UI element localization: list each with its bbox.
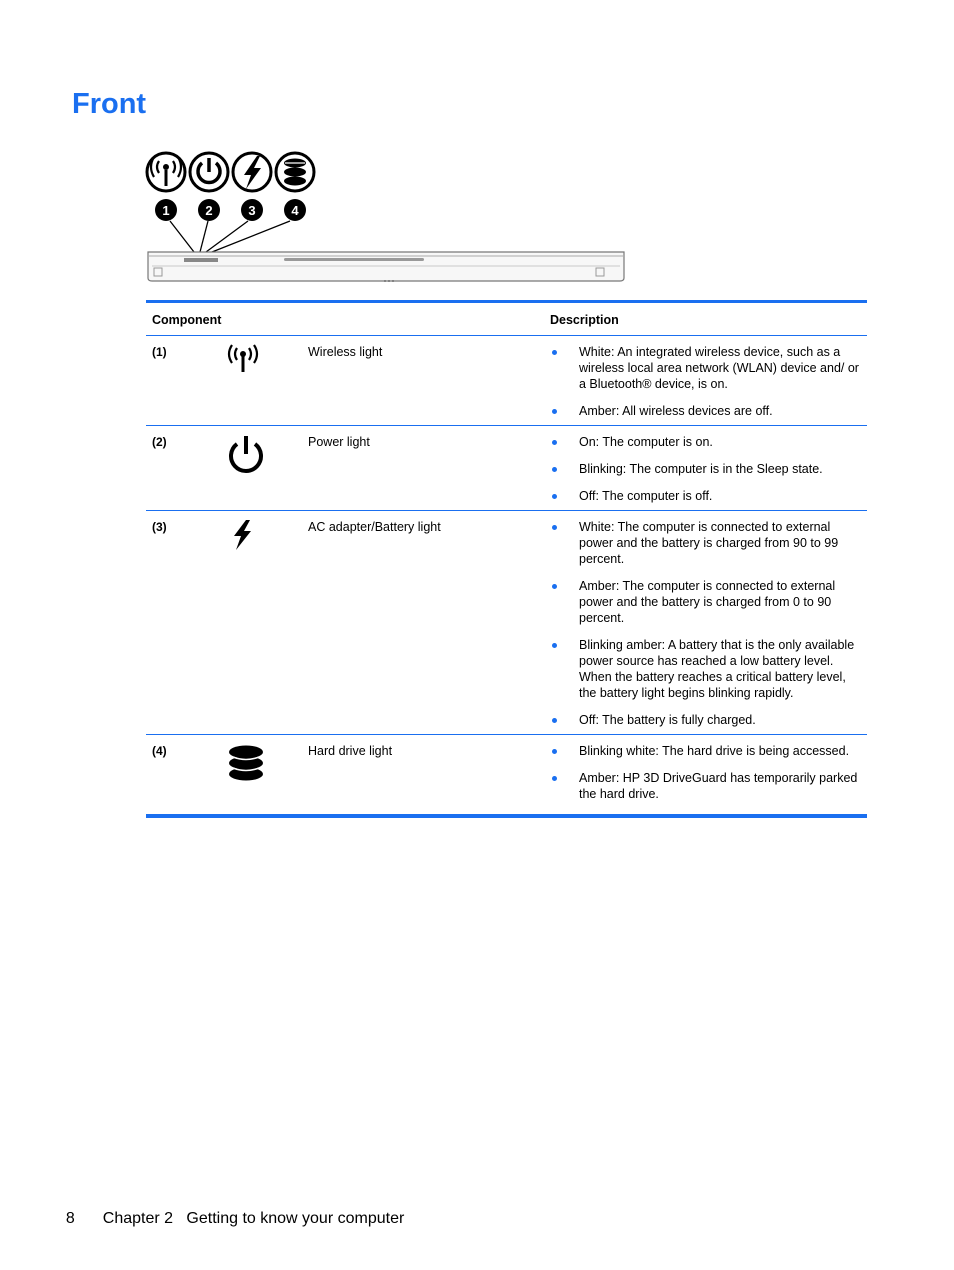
front-view-illustration [144,148,628,288]
list-item: Amber: The computer is connected to external power and the battery is charged from 0 to 90 percent. [550,578,861,626]
list-item: Off: The battery is fully charged. [550,712,861,728]
row-component-name: Power light [302,426,544,511]
chapter-label: Chapter 2 [102,1210,174,1227]
header-component: Component [146,302,544,336]
callout-1 [155,199,177,221]
list-item: On: The computer is on. [550,434,861,450]
row-component-name: AC adapter/Battery light [302,511,544,735]
row-description [544,336,867,426]
callout-label: 4 [291,203,299,218]
row-icon-cell [206,735,302,817]
laptop-front-edge [148,252,624,281]
chapter-title: Getting to know your computer [186,1210,405,1227]
row-number: (1) [146,336,206,426]
row-icon-cell [206,336,302,426]
page-title: Front [72,88,147,120]
callout-label: 2 [205,203,213,218]
callout-2 [198,199,220,221]
table-row [146,735,867,817]
ac-adapter-battery-icon [233,153,271,191]
table-header-row [146,302,867,336]
row-component-name: Wireless light [302,336,544,426]
leader-lines [170,221,290,252]
row-icon-cell [206,511,302,735]
list-item: White: An integrated wireless device, such as a wireless local area network (WLAN) device and/ or a Bluetooth® device, is on. [550,344,861,392]
row-icon-cell [206,426,302,511]
row-number: (2) [146,426,206,511]
list-item: Blinking amber: A battery that is the only available power source has reached a low battery level. When the battery reaches a critical battery level, the battery light begins blinking rapidly. [550,637,861,701]
callout-label: 3 [248,203,256,218]
power-icon [190,153,228,191]
ac-adapter-battery-icon [226,519,260,551]
row-description [544,735,867,817]
wireless-icon [226,344,260,374]
list-item: Amber: All wireless devices are off. [550,403,861,419]
table-row [146,336,867,426]
list-item: White: The computer is connected to external power and the battery is charged from 90 to 99 percent. [550,519,861,567]
row-number: (3) [146,511,206,735]
page-footer [57,1192,404,1228]
hard-drive-icon [226,743,266,783]
hard-drive-icon [276,153,314,191]
row-component-name: Hard drive light [308,744,393,758]
indicator-lights [184,258,218,262]
table-row [146,511,867,735]
power-icon [226,434,266,474]
callout-3 [241,199,263,221]
list-item: Off: The computer is off. [550,488,861,504]
header-description: Description [544,302,867,336]
row-number: (4) [152,744,167,758]
list-item: Blinking white: The hard drive is being accessed. [550,743,861,759]
callout-4 [284,199,306,221]
list-item: Blinking: The computer is in the Sleep state. [550,461,861,477]
components-table [146,300,867,818]
row-description [544,426,867,511]
callout-label: 1 [162,203,170,218]
lid-notch [284,258,424,261]
wireless-icon [147,153,185,191]
table-row [146,426,867,511]
page-number: 8 [65,1210,75,1227]
list-item: Amber: HP 3D DriveGuard has temporarily parked the hard drive. [550,770,861,802]
row-description [544,511,867,735]
